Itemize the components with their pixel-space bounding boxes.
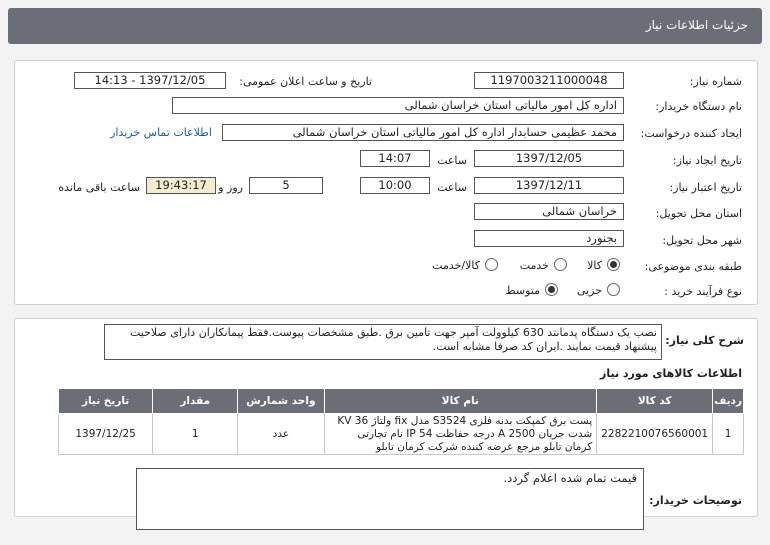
- col-unit: واحد شمارش: [238, 389, 324, 414]
- announce-field: 1397/12/05 - 14:13: [74, 72, 226, 89]
- province-label: استان محل تحویل:: [655, 207, 742, 220]
- buyer-notes-text: قیمت تمام شده اعلام گردد.: [136, 468, 644, 530]
- city-label: شهر محل تحویل:: [662, 234, 742, 247]
- page-header: [8, 8, 762, 44]
- valid-date-label: تاریخ اعتبار نیاز:: [669, 181, 742, 194]
- create-time-field: 14:07: [360, 150, 430, 167]
- col-qty: مقدار: [153, 389, 238, 414]
- category-option-goods: کالا: [587, 259, 602, 272]
- cell-unit: عدد: [238, 414, 324, 455]
- buyer-org-field: اداره کل امور مالیاتی استان خراسان شمالی: [172, 97, 624, 114]
- creator-label: ایجاد کننده درخواست:: [640, 127, 742, 140]
- days-field: 5: [249, 177, 323, 194]
- process-label: نوع فرآیند خرید :: [664, 285, 742, 298]
- cell-date: 1397/12/25: [59, 414, 153, 455]
- category-radio-service[interactable]: [554, 258, 567, 271]
- category-option-service: خدمت: [519, 259, 549, 272]
- need-number-field: 1197003211000048: [474, 72, 624, 89]
- category-option-goods-service: کالا/خدمت: [432, 259, 480, 272]
- need-number-label: شماره نیاز:: [689, 75, 742, 88]
- goods-table-header: [59, 389, 744, 414]
- announce-label: تاریخ و ساعت اعلان عمومی:: [239, 75, 372, 88]
- process-option-medium: متوسط: [505, 284, 540, 297]
- days-label: روز و: [218, 181, 243, 194]
- col-code: کد کالا: [597, 389, 713, 414]
- table-row: [59, 414, 744, 455]
- category-radio-goods-service[interactable]: [485, 258, 498, 271]
- contact-buyer-link[interactable]: اطلاعات تماس خریدار: [110, 126, 212, 139]
- col-name: نام کالا: [324, 389, 597, 414]
- creator-field: محمد عظیمی حسابدار اداره کل امور مالیاتی استان خراسان شمالی: [222, 124, 624, 141]
- remaining-time-field: 19:43:17: [146, 177, 216, 194]
- description-label: شرح کلی نیاز:: [665, 334, 744, 347]
- description-text: نصب یک دستگاه پدمانتد 630 کیلوولت آمپر جهت تامین برق .طبق مشخصات پیوست.فقط پیمانکاران دارای صلاحیت پیشنهاد قیمت نمایند .ایران کد صرفا مشابه است.: [104, 324, 662, 360]
- buyer-notes-label: توضیحات خریدار:: [649, 494, 742, 507]
- process-option-minor: جزیی: [576, 284, 602, 297]
- city-field: بجنورد: [474, 230, 624, 247]
- create-date-label: تاریخ ایجاد نیاز:: [672, 154, 742, 167]
- remaining-label: ساعت باقی مانده: [58, 181, 140, 194]
- province-field: خراسان شمالی: [474, 203, 624, 220]
- valid-time-field: 10:00: [360, 177, 430, 194]
- process-radio-medium[interactable]: [545, 283, 558, 296]
- cell-qty: 1: [153, 414, 238, 455]
- goods-title: اطلاعات کالاهای مورد نیاز: [600, 367, 742, 380]
- cell-code: 2282210076560001: [597, 414, 713, 455]
- process-radio-minor[interactable]: [607, 283, 620, 296]
- col-row: ردیف: [713, 389, 744, 414]
- buyer-org-label: نام دستگاه خریدار:: [655, 100, 742, 113]
- create-time-label: ساعت: [437, 154, 467, 167]
- valid-time-label: ساعت: [437, 181, 467, 194]
- col-date: تاریخ نیاز: [59, 389, 153, 414]
- valid-date-field: 1397/12/11: [474, 177, 624, 194]
- create-date-field: 1397/12/05: [474, 150, 624, 167]
- cell-row: 1: [713, 414, 744, 455]
- goods-table: [58, 388, 744, 455]
- cell-name: پست برق کمپکت بدنه فلزی S3524 مدل fix ولتاژ KV 36 شدت جریان A 2500 درجه حفاظت IP 54 نام تجارتی کرمان تابلو مرجع عرضه کننده شرکت کرمان تابلو: [324, 414, 597, 455]
- category-radio-goods[interactable]: [607, 258, 620, 271]
- page-title: جزئیات اطلاعات نیاز: [645, 18, 748, 32]
- category-label: طبقه بندی موضوعی:: [644, 260, 742, 273]
